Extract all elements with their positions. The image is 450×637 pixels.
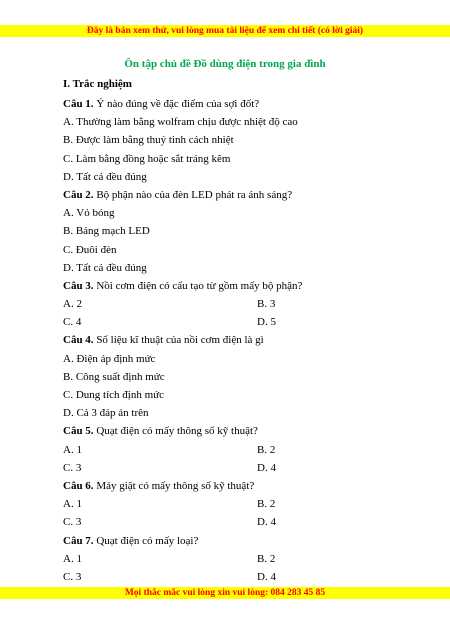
question-number: Câu 5. [63,425,94,438]
option-c: C. Đuôi đèn [63,243,117,256]
contact-banner: Mọi thắc mắc vui lòng xin vui lòng: 084 283 45 85 [0,587,450,599]
question-7 [63,532,393,550]
option-row [63,313,393,331]
document-title: Ôn tập chủ đề Đồ dùng điện trong gia đình [124,58,326,70]
option-b: B. Bảng mạch LED [63,225,150,238]
question-text: Quạt điện có mấy thông số kỹ thuật? [96,425,258,438]
option-d: D. 4 [257,461,276,474]
question-text: Ý nào đúng về đặc điểm của sợi đốt? [96,98,260,110]
question-5 [63,422,393,440]
option-c: C. Dung tích định mức [63,389,164,401]
option-a: A. Điện áp định mức [63,352,156,365]
option-row [63,441,393,459]
question-text: Số liệu kĩ thuật của nồi cơm điện là gì [96,334,264,347]
preview-banner: Đây là bản xem thử, vui lòng mua tài liệu để xem chi tiết (có lời giải) [0,25,450,37]
option-row [63,568,393,586]
question-6 [63,477,393,495]
question-1 [63,95,393,113]
option-a: A. 1 [63,552,82,565]
option-d: D. Cả 3 đáp án trên [63,407,149,420]
option-c: C. Làm bằng đồng hoặc sắt tráng kẽm [63,152,231,165]
question-number: Câu 1. [63,98,94,110]
question-number: Câu 6. [63,479,94,492]
section-heading: I. Trắc nghiệm [63,78,132,90]
question-text: Quạt điện có mấy loại? [96,534,199,547]
option-a: A. Vỏ bóng [63,207,115,220]
option-a: A. 1 [63,498,82,511]
option-d: D. 4 [257,516,276,529]
question-number: Câu 2. [63,188,94,201]
option-row [63,459,393,477]
option-row [63,295,393,313]
question-2 [63,186,393,204]
option-d: D. Tất cả đều đúng [63,170,147,183]
option-b: B. 2 [257,552,276,565]
option-row [63,513,393,531]
question-3 [63,277,393,295]
option-d: D. 4 [257,570,276,583]
question-4 [63,331,393,349]
question-number: Câu 3. [63,279,94,292]
option-d: D. Tất cả đều đúng [63,261,147,274]
option-b: B. 2 [257,498,276,511]
option-b: B. Công suất định mức [63,370,165,383]
question-number: Câu 7. [63,534,94,547]
option-a: A. 2 [63,298,82,311]
option-c: C. 3 [63,570,82,583]
question-number: Câu 4. [63,334,94,347]
question-text: Bộ phận nào của đèn LED phát ra ánh sáng? [96,188,293,201]
option-c: C. 3 [63,461,82,474]
option-c: C. 3 [63,516,82,529]
question-text: Nồi cơm điện có cấu tạo từ gồm mấy bộ phận? [96,279,303,292]
option-a: A. 1 [63,443,82,456]
question-text: Máy giặt có mấy thông số kỹ thuật? [96,479,255,492]
question-list [63,95,393,586]
option-b: B. 2 [257,443,276,456]
option-b: B. Được làm bằng thuỷ tinh cách nhiệt [63,134,234,147]
option-row [63,550,393,568]
option-d: D. 5 [257,316,276,329]
option-row [63,495,393,513]
option-a: A. Thường làm bằng wolfram chịu được nhiệt độ cao [63,116,298,129]
option-c: C. 4 [63,316,82,329]
option-b: B. 3 [257,298,276,311]
